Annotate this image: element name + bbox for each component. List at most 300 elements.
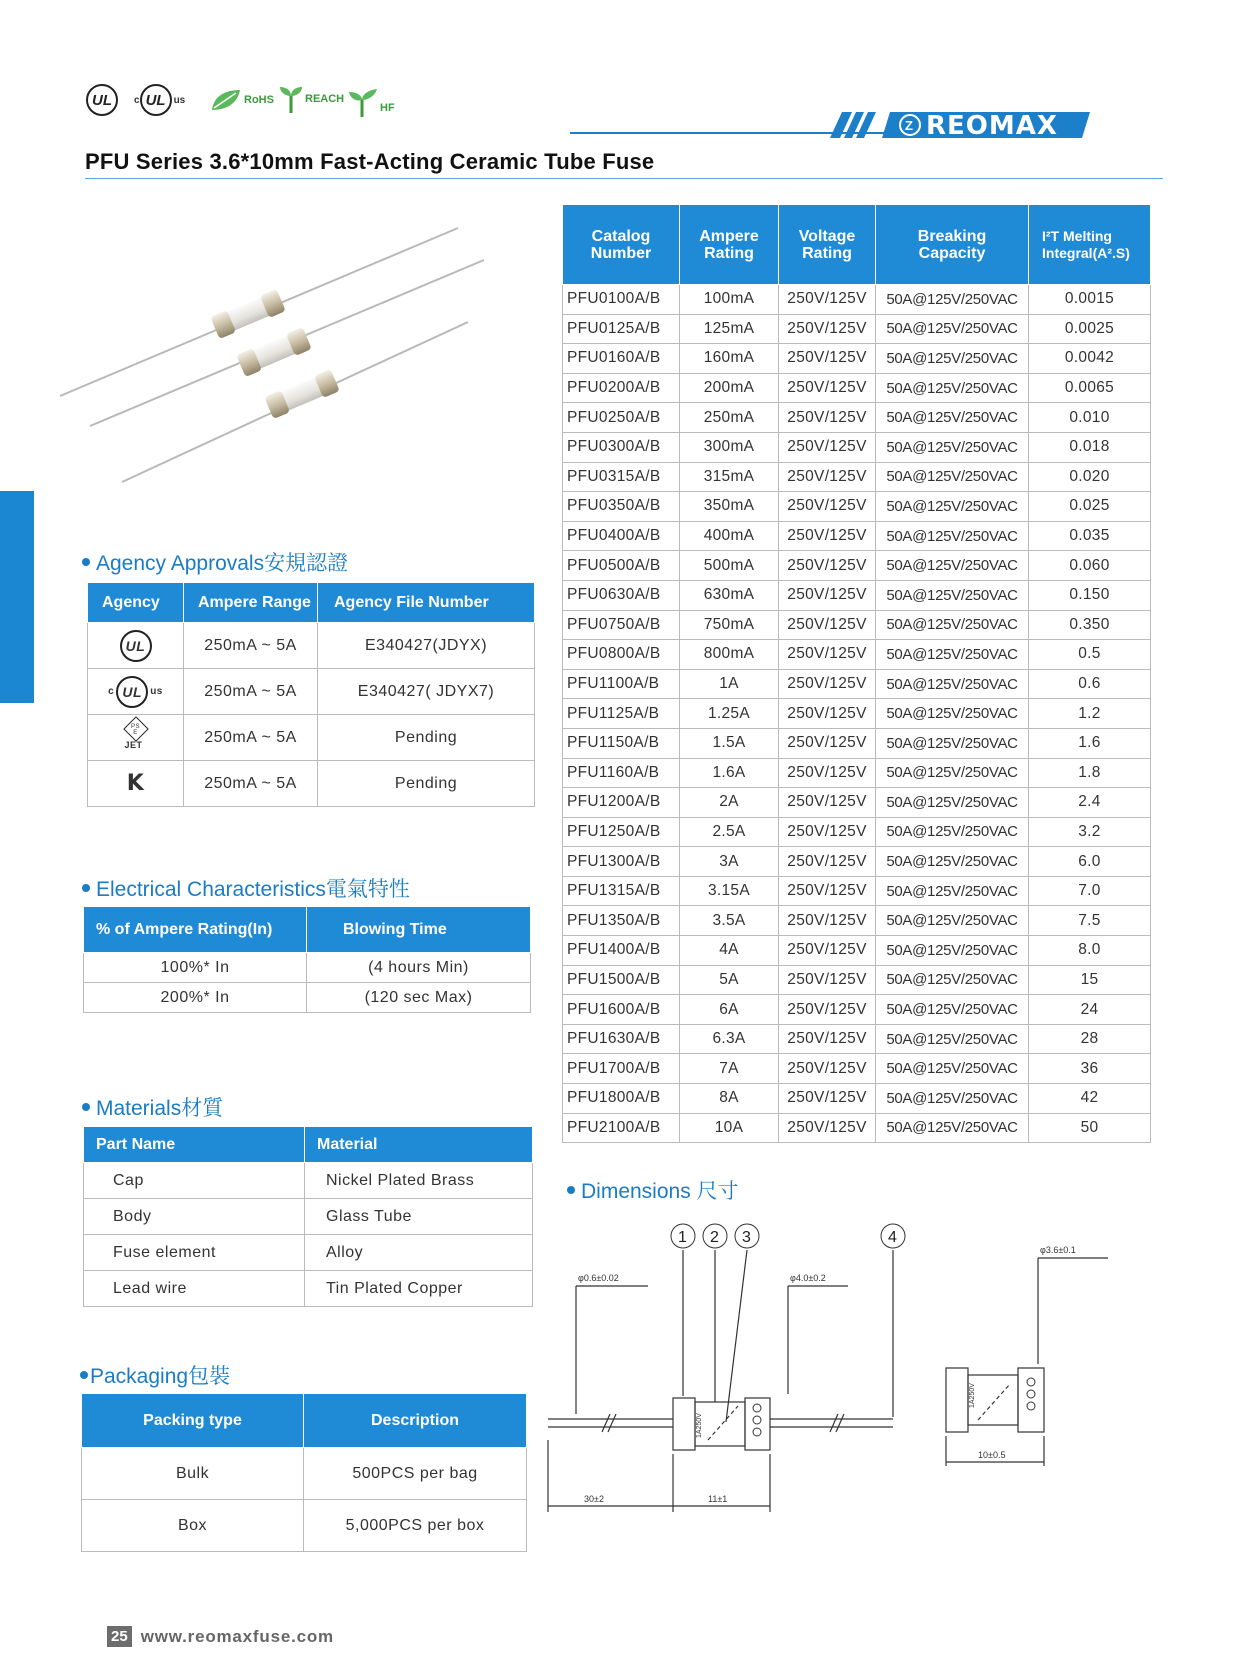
i2t-cell: 6.0 xyxy=(1029,847,1151,877)
rating-cell: 100%* In xyxy=(84,953,307,983)
catalog-number-cell: PFU1150A/B xyxy=(563,728,680,758)
breaking-capacity-cell: 50A@125V/250VAC xyxy=(876,521,1029,551)
i2t-cell: 1.8 xyxy=(1029,758,1151,788)
ampere-cell: 1A xyxy=(680,669,779,699)
catalog-col-label: Catalog Number xyxy=(590,227,652,262)
ampere-cell: 2.5A xyxy=(680,817,779,847)
body-diameter-label: φ3.6±0.1 xyxy=(1040,1245,1076,1255)
certification-logos xyxy=(86,84,426,124)
part-cell: Lead wire xyxy=(84,1271,305,1307)
reach-logo xyxy=(279,84,344,114)
pse-icon xyxy=(119,718,153,752)
table-row xyxy=(563,492,1151,522)
range-cell: 250mA ~ 5A xyxy=(184,669,318,715)
hf-logo xyxy=(348,88,395,118)
table-row xyxy=(563,758,1151,788)
breaking-capacity-cell: 50A@125V/250VAC xyxy=(876,492,1029,522)
table-row xyxy=(563,965,1151,995)
leaf-icon xyxy=(210,88,242,112)
file-cell: E340427( JDYX7) xyxy=(318,669,535,715)
time-cell: (4 hours Min) xyxy=(307,953,531,983)
ampere-cell: 1.6A xyxy=(680,758,779,788)
catalog-number-cell: PFU0500A/B xyxy=(563,551,680,581)
ampere-cell: 3.5A xyxy=(680,906,779,936)
table-row xyxy=(88,761,535,807)
materials-heading xyxy=(82,1092,223,1122)
i2t-cell: 0.0025 xyxy=(1029,314,1151,344)
breaking-capacity-cell: 50A@125V/250VAC xyxy=(876,817,1029,847)
table-row xyxy=(563,551,1151,581)
ampere-cell: 5A xyxy=(680,965,779,995)
breaking-capacity-cell: 50A@125V/250VAC xyxy=(876,314,1029,344)
i2t-cell: 0.060 xyxy=(1029,551,1151,581)
table-row xyxy=(563,1084,1151,1114)
file-cell: Pending xyxy=(318,715,535,761)
ampere-cell: 1.25A xyxy=(680,699,779,729)
voltage-cell: 250V/125V xyxy=(779,580,876,610)
voltage-cell: 250V/125V xyxy=(779,1054,876,1084)
table-row xyxy=(563,1024,1151,1054)
ampere-cell: 750mA xyxy=(680,610,779,640)
i2t-cell: 8.0 xyxy=(1029,936,1151,966)
voltage-cell: 250V/125V xyxy=(779,936,876,966)
part-cell: Fuse element xyxy=(84,1235,305,1271)
breaking-capacity-cell: 50A@125V/250VAC xyxy=(876,640,1029,670)
kc-icon: K xyxy=(126,771,145,796)
i2t-cell: 0.025 xyxy=(1029,492,1151,522)
ampere-cell: 350mA xyxy=(680,492,779,522)
voltage-cell: 250V/125V xyxy=(779,285,876,315)
i2t-cell: 24 xyxy=(1029,995,1151,1025)
material-cell: Alloy xyxy=(305,1235,533,1271)
i2t-cell: 0.020 xyxy=(1029,462,1151,492)
side-tab xyxy=(0,491,34,703)
catalog-col-header xyxy=(876,205,1029,285)
breaking-capacity-cell: 50A@125V/250VAC xyxy=(876,610,1029,640)
catalog-number-cell: PFU1200A/B xyxy=(563,788,680,818)
i2t-cell: 0.018 xyxy=(1029,432,1151,462)
table-row xyxy=(563,995,1151,1025)
catalog-number-cell: PFU0630A/B xyxy=(563,580,680,610)
catalog-number-cell: PFU1300A/B xyxy=(563,847,680,877)
ampere-cell: 3A xyxy=(680,847,779,877)
voltage-cell: 250V/125V xyxy=(779,432,876,462)
i2t-cell: 0.0042 xyxy=(1029,344,1151,374)
packaging-col-header: Packing type xyxy=(82,1394,304,1448)
marking-label: 1A250V xyxy=(969,1383,976,1408)
i2t-cell: 28 xyxy=(1029,1024,1151,1054)
catalog-number-cell: PFU1600A/B xyxy=(563,995,680,1025)
voltage-cell: 250V/125V xyxy=(779,314,876,344)
breaking-capacity-cell: 50A@125V/250VAC xyxy=(876,699,1029,729)
catalog-number-cell: PFU1400A/B xyxy=(563,936,680,966)
catalog-number-cell: PFU0200A/B xyxy=(563,373,680,403)
catalog-col-header xyxy=(563,205,680,285)
bullet-icon xyxy=(82,1103,90,1111)
i2t-cell: 15 xyxy=(1029,965,1151,995)
voltage-cell: 250V/125V xyxy=(779,373,876,403)
part-cell: Body xyxy=(84,1199,305,1235)
lead-diameter-label: φ0.6±0.02 xyxy=(578,1273,619,1283)
voltage-cell: 250V/125V xyxy=(779,788,876,818)
materials-heading-text: Materials材質 xyxy=(96,1097,224,1120)
i2t-cell: 0.150 xyxy=(1029,580,1151,610)
ampere-cell: 315mA xyxy=(680,462,779,492)
agency-cell xyxy=(88,761,184,807)
material-cell: Tin Plated Copper xyxy=(305,1271,533,1307)
packaging-table xyxy=(81,1393,527,1552)
sprout-icon xyxy=(279,84,303,114)
agency-col-header: Ampere Range xyxy=(184,583,318,623)
packaging-heading-text: Packaging包裝 xyxy=(90,1365,231,1388)
table-row xyxy=(563,1054,1151,1084)
catalog-number-cell: PFU1315A/B xyxy=(563,876,680,906)
voltage-cell: 250V/125V xyxy=(779,1084,876,1114)
i2t-cell: 42 xyxy=(1029,1084,1151,1114)
catalog-col-label: I²T Melting Integral(A².S) xyxy=(1042,227,1130,261)
table-row xyxy=(563,373,1151,403)
table-row xyxy=(84,1163,533,1199)
callout-label: 4 xyxy=(888,1229,897,1246)
cul-icon: UL xyxy=(140,84,172,116)
voltage-cell: 250V/125V xyxy=(779,817,876,847)
cul-c-label: c xyxy=(134,94,140,106)
ampere-cell: 100mA xyxy=(680,285,779,315)
agency-col-header: Agency File Number xyxy=(318,583,535,623)
catalog-number-cell: PFU1350A/B xyxy=(563,906,680,936)
breaking-capacity-cell: 50A@125V/250VAC xyxy=(876,847,1029,877)
i2t-cell: 50 xyxy=(1029,1113,1151,1143)
voltage-cell: 250V/125V xyxy=(779,669,876,699)
voltage-cell: 250V/125V xyxy=(779,1113,876,1143)
i2t-cell: 36 xyxy=(1029,1054,1151,1084)
breaking-capacity-cell: 50A@125V/250VAC xyxy=(876,344,1029,374)
table-row xyxy=(563,314,1151,344)
catalog-number-cell: PFU2100A/B xyxy=(563,1113,680,1143)
cul-logo xyxy=(132,84,185,116)
table-row xyxy=(563,610,1151,640)
voltage-cell: 250V/125V xyxy=(779,640,876,670)
brand-logo xyxy=(830,108,1090,142)
i2t-cell: 3.2 xyxy=(1029,817,1151,847)
brand-name: REOMAX xyxy=(926,111,1058,141)
table-row xyxy=(563,788,1151,818)
catalog-table xyxy=(562,204,1151,1143)
ampere-cell: 7A xyxy=(680,1054,779,1084)
time-cell: (120 sec Max) xyxy=(307,983,531,1013)
i2t-cell: 0.035 xyxy=(1029,521,1151,551)
material-cell: Nickel Plated Brass xyxy=(305,1163,533,1199)
range-cell: 250mA ~ 5A xyxy=(184,761,318,807)
materials-col-header: Material xyxy=(305,1127,533,1163)
i2t-cell: 0.010 xyxy=(1029,403,1151,433)
table-row xyxy=(84,1235,533,1271)
table-row xyxy=(563,344,1151,374)
callout-label: 1 xyxy=(678,1229,687,1246)
catalog-number-cell: PFU1125A/B xyxy=(563,699,680,729)
part-cell: Cap xyxy=(84,1163,305,1199)
table-row xyxy=(563,640,1151,670)
page-number: 25 xyxy=(107,1626,132,1647)
ampere-cell: 250mA xyxy=(680,403,779,433)
breaking-capacity-cell: 50A@125V/250VAC xyxy=(876,906,1029,936)
catalog-col-label: Ampere Rating xyxy=(699,227,759,262)
catalog-col-header xyxy=(680,205,779,285)
voltage-cell: 250V/125V xyxy=(779,758,876,788)
breaking-capacity-cell: 50A@125V/250VAC xyxy=(876,403,1029,433)
dimensions-heading xyxy=(567,1175,739,1205)
breaking-capacity-cell: 50A@125V/250VAC xyxy=(876,1054,1029,1084)
ul-icon: UL xyxy=(86,84,118,116)
electrical-heading-text: Electrical Characteristics電氣特性 xyxy=(96,878,410,901)
bullet-icon xyxy=(82,884,90,892)
catalog-number-cell: PFU1500A/B xyxy=(563,965,680,995)
fuse-photo xyxy=(58,226,468,516)
i2t-cell: 0.5 xyxy=(1029,640,1151,670)
catalog-number-cell: PFU1160A/B xyxy=(563,758,680,788)
svg-text:Z: Z xyxy=(905,118,913,133)
marking-label: 1A250V xyxy=(696,1413,703,1438)
table-row xyxy=(82,1500,527,1552)
catalog-number-cell: PFU0350A/B xyxy=(563,492,680,522)
table-row xyxy=(563,728,1151,758)
catalog-col-header xyxy=(1029,205,1151,285)
voltage-cell: 250V/125V xyxy=(779,521,876,551)
ul-icon: UL xyxy=(116,676,148,708)
voltage-cell: 250V/125V xyxy=(779,876,876,906)
table-row xyxy=(563,1113,1151,1143)
table-row xyxy=(563,462,1151,492)
cul-icon xyxy=(108,676,163,708)
breaking-capacity-cell: 50A@125V/250VAC xyxy=(876,936,1029,966)
catalog-number-cell: PFU0100A/B xyxy=(563,285,680,315)
ampere-cell: 160mA xyxy=(680,344,779,374)
catalog-number-cell: PFU1100A/B xyxy=(563,669,680,699)
dimension-drawing xyxy=(548,1229,1168,1550)
cul-c-label: c xyxy=(108,686,115,697)
catalog-col-label: Breaking Capacity xyxy=(917,227,987,262)
materials-col-header: Part Name xyxy=(84,1127,305,1163)
ul-logo xyxy=(86,84,118,116)
agency-heading xyxy=(82,547,348,577)
catalog-number-cell: PFU1250A/B xyxy=(563,817,680,847)
ampere-cell: 10A xyxy=(680,1113,779,1143)
callout-label: 3 xyxy=(742,1229,751,1246)
table-row xyxy=(563,580,1151,610)
table-row xyxy=(563,521,1151,551)
catalog-number-cell: PFU0800A/B xyxy=(563,640,680,670)
breaking-capacity-cell: 50A@125V/250VAC xyxy=(876,728,1029,758)
table-row xyxy=(563,847,1151,877)
voltage-cell: 250V/125V xyxy=(779,492,876,522)
total-length-label: 11±1 xyxy=(708,1494,728,1504)
table-row xyxy=(88,669,535,715)
title-rule xyxy=(85,178,1163,179)
cul-us-label: us xyxy=(150,686,163,697)
rating-cell: 200%* In xyxy=(84,983,307,1013)
agency-col-header: Agency xyxy=(88,583,184,623)
rohs-logo xyxy=(210,88,274,112)
catalog-col-header xyxy=(779,205,876,285)
i2t-cell: 7.5 xyxy=(1029,906,1151,936)
packaging-heading xyxy=(80,1360,230,1390)
sprout-icon xyxy=(348,88,378,118)
file-cell: Pending xyxy=(318,761,535,807)
ampere-cell: 200mA xyxy=(680,373,779,403)
catalog-number-cell: PFU0400A/B xyxy=(563,521,680,551)
file-cell: E340427(JDYX) xyxy=(318,623,535,669)
footer xyxy=(107,1626,334,1647)
table-row xyxy=(84,1271,533,1307)
page-title: PFU Series 3.6*10mm Fast-Acting Ceramic Tube Fuse xyxy=(85,149,655,174)
table-row xyxy=(82,1448,527,1500)
table-row xyxy=(563,936,1151,966)
table-row xyxy=(88,715,535,761)
cap-diameter-label: φ4.0±0.2 xyxy=(790,1273,826,1283)
agency-table xyxy=(87,582,535,807)
hf-label: HF xyxy=(380,102,395,114)
pse-mark: PS E xyxy=(130,724,140,736)
agency-cell xyxy=(88,669,184,715)
breaking-capacity-cell: 50A@125V/250VAC xyxy=(876,788,1029,818)
website-link[interactable]: www.reomaxfuse.com xyxy=(140,1626,334,1646)
catalog-number-cell: PFU0125A/B xyxy=(563,314,680,344)
catalog-number-cell: PFU1630A/B xyxy=(563,1024,680,1054)
i2t-cell: 2.4 xyxy=(1029,788,1151,818)
table-row xyxy=(563,669,1151,699)
breaking-capacity-cell: 50A@125V/250VAC xyxy=(876,432,1029,462)
breaking-capacity-cell: 50A@125V/250VAC xyxy=(876,1113,1029,1143)
pse-jet-label: JET xyxy=(124,740,143,750)
electrical-heading xyxy=(82,873,410,903)
voltage-cell: 250V/125V xyxy=(779,344,876,374)
breaking-capacity-cell: 50A@125V/250VAC xyxy=(876,965,1029,995)
table-row xyxy=(563,906,1151,936)
i2t-cell: 1.2 xyxy=(1029,699,1151,729)
materials-table xyxy=(83,1126,533,1307)
range-cell: 250mA ~ 5A xyxy=(184,623,318,669)
ul-icon: UL xyxy=(120,630,152,662)
packaging-col-header: Description xyxy=(304,1394,527,1448)
voltage-cell: 250V/125V xyxy=(779,847,876,877)
body-length-label: 10±0.5 xyxy=(978,1450,1006,1460)
i2t-cell: 0.6 xyxy=(1029,669,1151,699)
voltage-cell: 250V/125V xyxy=(779,403,876,433)
ampere-cell: 3.15A xyxy=(680,876,779,906)
catalog-number-cell: PFU1800A/B xyxy=(563,1084,680,1114)
catalog-number-cell: PFU1700A/B xyxy=(563,1054,680,1084)
breaking-capacity-cell: 50A@125V/250VAC xyxy=(876,373,1029,403)
breaking-capacity-cell: 50A@125V/250VAC xyxy=(876,1084,1029,1114)
ampere-cell: 8A xyxy=(680,1084,779,1114)
voltage-cell: 250V/125V xyxy=(779,728,876,758)
table-row xyxy=(563,876,1151,906)
ampere-cell: 125mA xyxy=(680,314,779,344)
breaking-capacity-cell: 50A@125V/250VAC xyxy=(876,285,1029,315)
voltage-cell: 250V/125V xyxy=(779,551,876,581)
voltage-cell: 250V/125V xyxy=(779,1024,876,1054)
table-row xyxy=(84,1199,533,1235)
agency-heading-text: Agency Approvals安規認證 xyxy=(96,552,349,575)
catalog-number-cell: PFU0300A/B xyxy=(563,432,680,462)
table-row xyxy=(563,285,1151,315)
packing-type-cell: Box xyxy=(82,1500,304,1552)
callout-label: 2 xyxy=(710,1229,719,1246)
breaking-capacity-cell: 50A@125V/250VAC xyxy=(876,995,1029,1025)
table-row xyxy=(84,983,531,1013)
ampere-cell: 500mA xyxy=(680,551,779,581)
catalog-number-cell: PFU0160A/B xyxy=(563,344,680,374)
catalog-number-cell: PFU0315A/B xyxy=(563,462,680,492)
ampere-cell: 6.3A xyxy=(680,1024,779,1054)
breaking-capacity-cell: 50A@125V/250VAC xyxy=(876,669,1029,699)
breaking-capacity-cell: 50A@125V/250VAC xyxy=(876,1024,1029,1054)
electrical-table xyxy=(83,906,531,1013)
breaking-capacity-cell: 50A@125V/250VAC xyxy=(876,551,1029,581)
rohs-label: RoHS xyxy=(244,94,274,106)
ampere-cell: 630mA xyxy=(680,580,779,610)
catalog-number-cell: PFU0250A/B xyxy=(563,403,680,433)
bullet-icon xyxy=(80,1371,88,1379)
table-row xyxy=(563,432,1151,462)
bullet-icon xyxy=(82,558,90,566)
i2t-cell: 0.0065 xyxy=(1029,373,1151,403)
voltage-cell: 250V/125V xyxy=(779,462,876,492)
catalog-number-cell: PFU0750A/B xyxy=(563,610,680,640)
cul-us-label: us xyxy=(173,94,186,106)
table-row xyxy=(563,403,1151,433)
table-row xyxy=(563,699,1151,729)
electrical-col-header: Blowing Time xyxy=(307,907,531,953)
bullet-icon xyxy=(567,1186,575,1194)
breaking-capacity-cell: 50A@125V/250VAC xyxy=(876,758,1029,788)
i2t-cell: 7.0 xyxy=(1029,876,1151,906)
range-cell: 250mA ~ 5A xyxy=(184,715,318,761)
electrical-col-header: % of Ampere Rating(In) xyxy=(84,907,307,953)
voltage-cell: 250V/125V xyxy=(779,699,876,729)
i2t-cell: 1.6 xyxy=(1029,728,1151,758)
description-cell: 5,000PCS per box xyxy=(304,1500,527,1552)
reach-label: REACH xyxy=(305,93,345,105)
ampere-cell: 2A xyxy=(680,788,779,818)
ampere-cell: 6A xyxy=(680,995,779,1025)
i2t-cell: 0.350 xyxy=(1029,610,1151,640)
description-cell: 500PCS per bag xyxy=(304,1448,527,1500)
breaking-capacity-cell: 50A@125V/250VAC xyxy=(876,876,1029,906)
ampere-cell: 300mA xyxy=(680,432,779,462)
agency-cell xyxy=(88,715,184,761)
voltage-cell: 250V/125V xyxy=(779,995,876,1025)
i2t-cell: 0.0015 xyxy=(1029,285,1151,315)
voltage-cell: 250V/125V xyxy=(779,610,876,640)
ampere-cell: 800mA xyxy=(680,640,779,670)
breaking-capacity-cell: 50A@125V/250VAC xyxy=(876,580,1029,610)
material-cell: Glass Tube xyxy=(305,1199,533,1235)
table-row xyxy=(563,817,1151,847)
catalog-body xyxy=(563,285,1151,1143)
agency-cell xyxy=(88,623,184,669)
table-row xyxy=(88,623,535,669)
ampere-cell: 4A xyxy=(680,936,779,966)
ampere-cell: 1.5A xyxy=(680,728,779,758)
lead-length-label: 30±2 xyxy=(584,1494,604,1504)
dimensions-heading-text: Dimensions 尺寸 xyxy=(581,1180,739,1203)
catalog-col-label: Voltage Rating xyxy=(798,227,856,262)
voltage-cell: 250V/125V xyxy=(779,906,876,936)
voltage-cell: 250V/125V xyxy=(779,965,876,995)
packing-type-cell: Bulk xyxy=(82,1448,304,1500)
breaking-capacity-cell: 50A@125V/250VAC xyxy=(876,462,1029,492)
